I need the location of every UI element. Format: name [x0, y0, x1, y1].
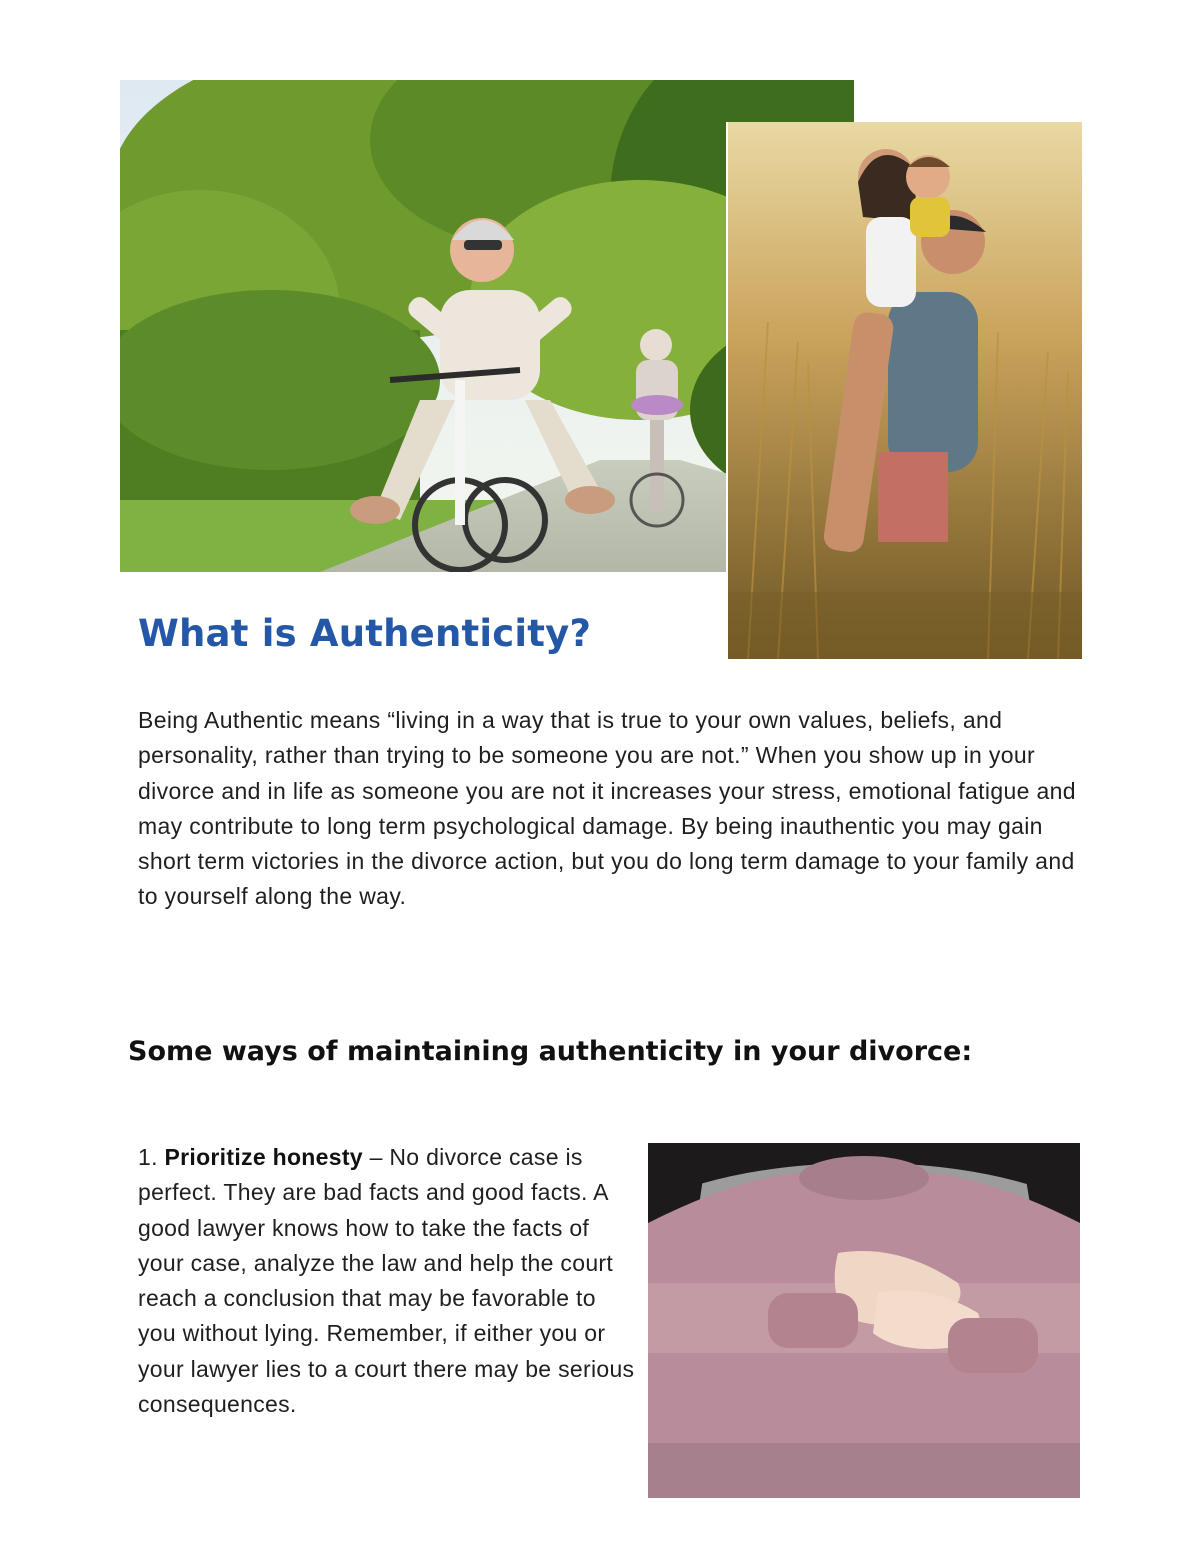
intro-paragraph: Being Authentic means “living in a way that is true to your own values, beliefs, and personality, rather than trying to be someone you are not.” When you show up in your divorce and in life as someone you are not it increases your stress, emotional fatigue and may contribute to long term psychological damage. By being inauthentic you may gain short term victories in the divorce action, but you do long term damage to your family and to yourself along the way. [138, 707, 1076, 910]
photo-family-embrace-in-wheat-field-icon [728, 122, 1082, 659]
page-title: What is Authenticity? [138, 612, 592, 655]
list-item-number: 1. [138, 1144, 158, 1170]
photo-hands-on-chest-sweater-icon [648, 1143, 1080, 1498]
list-item [138, 1140, 638, 1422]
list-item-title: Prioritize honesty [164, 1144, 363, 1170]
photo-family-embrace [726, 122, 1082, 659]
list-item-text: – No divorce case is perfect. They are bad facts and good facts. A good lawyer knows how to take the facts of your case, analyze the law and help the court reach a conclusion that may be favorable to you without lying. Remember, if either you or your lawyer lies to a court there may be serious consequences. [138, 1144, 635, 1418]
section-heading: Some ways of maintaining authenticity in your divorce: [128, 1036, 973, 1067]
photo-hands-on-chest [648, 1143, 1080, 1498]
